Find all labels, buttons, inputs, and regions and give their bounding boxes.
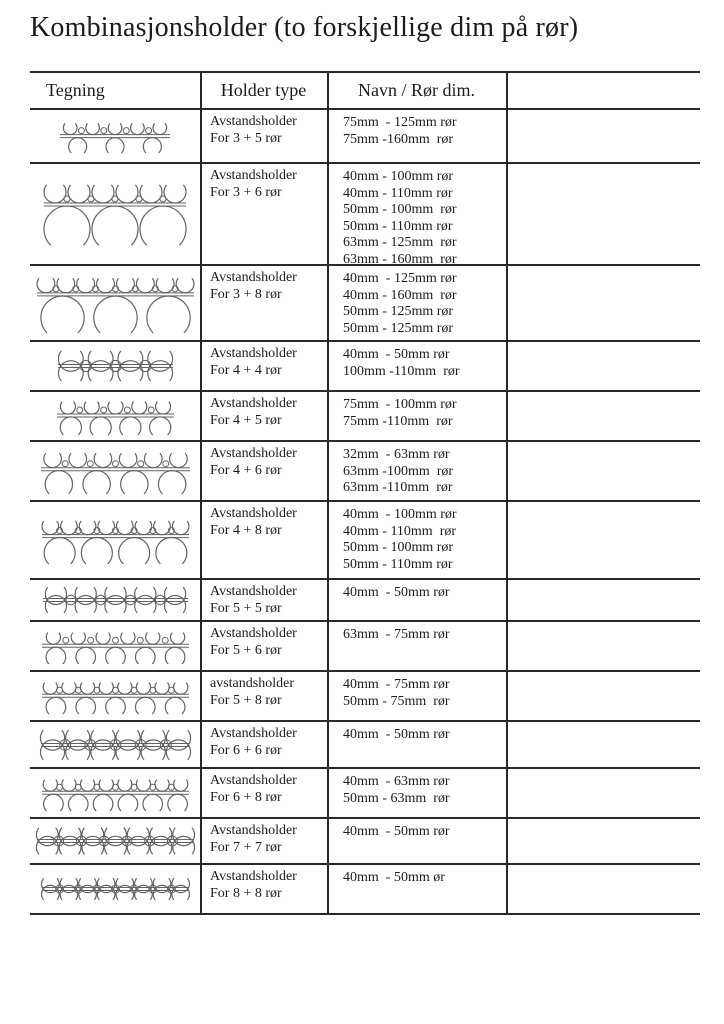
table-row xyxy=(30,819,700,865)
dims-cell xyxy=(327,769,506,817)
dim-line: 40mm - 100mm rør xyxy=(343,507,457,522)
header-cell-empty xyxy=(506,73,700,108)
table-row xyxy=(30,580,700,622)
holder-type-cell xyxy=(200,580,327,620)
holder-drawing-4-plus-5 xyxy=(53,394,178,438)
table-row xyxy=(30,442,700,502)
holder-type-cell xyxy=(200,865,327,913)
dim-line: 50mm - 75mm rør xyxy=(343,693,450,709)
table-row xyxy=(30,266,700,342)
table-row xyxy=(30,722,700,769)
empty-cell xyxy=(506,442,700,500)
holder-drawing-6-plus-8 xyxy=(38,772,193,814)
holder-type-cell xyxy=(200,110,327,162)
drawing-cell xyxy=(30,580,200,620)
holder-type-line: Avstandsholder xyxy=(210,773,297,788)
holder-drawing-3-plus-5 xyxy=(56,116,174,156)
holder-type-line: For 5 + 6 rør xyxy=(210,642,282,658)
dim-line: 40mm - 110mm rør xyxy=(343,523,457,539)
dim-line: 50mm - 63mm rør xyxy=(343,790,450,806)
empty-cell xyxy=(506,865,700,913)
holder-type-line: For 8 + 8 rør xyxy=(210,885,282,901)
drawing-cell xyxy=(30,392,200,440)
dim-line: 40mm - 50mm ør xyxy=(343,870,445,885)
empty-cell xyxy=(506,110,700,162)
dims-cell xyxy=(327,164,506,264)
dim-line: 75mm - 100mm rør xyxy=(343,397,457,412)
holder-type-line: For 6 + 6 rør xyxy=(210,742,282,758)
table-body xyxy=(30,110,700,915)
table-row xyxy=(30,769,700,819)
holder-type-cell xyxy=(200,266,327,340)
table-row xyxy=(30,342,700,392)
drawing-cell xyxy=(30,819,200,863)
drawing-cell xyxy=(30,164,200,264)
holder-type-line: For 5 + 8 rør xyxy=(210,692,282,708)
dims-cell xyxy=(327,722,506,767)
holder-type-line: Avstandsholder xyxy=(210,626,297,641)
dims-cell xyxy=(327,110,506,162)
holders-table xyxy=(30,71,700,915)
dims-cell xyxy=(327,392,506,440)
holder-type-cell xyxy=(200,342,327,390)
drawing-cell xyxy=(30,442,200,500)
dim-line: 100mm -110mm rør xyxy=(343,363,460,379)
dim-line: 40mm - 160mm rør xyxy=(343,287,457,303)
dims-cell xyxy=(327,580,506,620)
dims-cell xyxy=(327,442,506,500)
dim-line: 40mm - 50mm rør xyxy=(343,824,450,839)
dim-line: 50mm - 125mm rør xyxy=(343,304,454,319)
holder-type-line: Avstandsholder xyxy=(210,823,297,838)
holder-drawing-5-plus-5 xyxy=(38,582,193,618)
holder-type-cell xyxy=(200,442,327,500)
dim-line: 40mm - 100mm rør xyxy=(343,169,454,184)
empty-cell xyxy=(506,622,700,670)
page-title: Kombinasjonsholder (to forskjellige dim på rør) xyxy=(30,12,579,43)
holder-type-cell xyxy=(200,819,327,863)
table-row xyxy=(30,110,700,164)
header-label: Tegning xyxy=(46,80,105,100)
holder-drawing-4-plus-6 xyxy=(37,445,194,497)
header-cell-navn-ror-dim xyxy=(327,73,506,108)
holder-type-line: Avstandsholder xyxy=(210,869,297,884)
holder-type-line: For 3 + 6 rør xyxy=(210,184,282,200)
table-row xyxy=(30,164,700,266)
holder-type-line: For 4 + 5 rør xyxy=(210,412,282,428)
empty-cell xyxy=(506,672,700,720)
holder-drawing-4-plus-4 xyxy=(53,345,178,387)
dim-line: 75mm - 125mm rør xyxy=(343,115,457,130)
empty-cell xyxy=(506,266,700,340)
holder-type-line: Avstandsholder xyxy=(210,726,297,741)
dim-line: 50mm - 110mm rør xyxy=(343,556,453,572)
holder-type-line: For 4 + 4 rør xyxy=(210,362,282,378)
drawing-cell xyxy=(30,622,200,670)
holder-type-line: Avstandsholder xyxy=(210,270,297,285)
dims-cell xyxy=(327,672,506,720)
dims-cell xyxy=(327,865,506,913)
dims-cell xyxy=(327,266,506,340)
drawing-cell xyxy=(30,266,200,340)
table-row xyxy=(30,622,700,672)
drawing-cell xyxy=(30,502,200,578)
drawing-cell xyxy=(30,110,200,162)
holder-type-line: For 7 + 7 rør xyxy=(210,839,282,855)
dim-line: 50mm - 100mm rør xyxy=(343,540,454,555)
dim-line: 40mm - 63mm rør xyxy=(343,774,450,789)
holder-type-line: Avstandsholder xyxy=(210,506,297,521)
holder-type-line: For 6 + 8 rør xyxy=(210,789,282,805)
dim-line: 40mm - 50mm rør xyxy=(343,727,450,742)
holder-type-cell xyxy=(200,502,327,578)
dim-line: 40mm - 50mm rør xyxy=(343,347,450,362)
holder-type-line: avstandsholder xyxy=(210,676,294,691)
empty-cell xyxy=(506,164,700,264)
dims-cell xyxy=(327,819,506,863)
holder-type-line: Avstandsholder xyxy=(210,346,297,361)
holder-drawing-6-plus-6 xyxy=(37,724,194,766)
header-cell-holder-type xyxy=(200,73,327,108)
dim-line: 63mm - 75mm rør xyxy=(343,627,450,642)
holder-drawing-3-plus-8 xyxy=(33,270,198,336)
dim-line: 63mm -100mm rør xyxy=(343,463,454,479)
holder-type-cell xyxy=(200,769,327,817)
holder-type-cell xyxy=(200,722,327,767)
holder-type-cell xyxy=(200,392,327,440)
dim-line: 75mm -110mm rør xyxy=(343,413,453,429)
header-label: Navn / Rør dim. xyxy=(358,80,475,100)
dim-line: 75mm -160mm rør xyxy=(343,131,454,147)
dim-line: 50mm - 110mm rør xyxy=(343,218,453,234)
dim-line: 32mm - 63mm rør xyxy=(343,447,450,462)
drawing-cell xyxy=(30,865,200,913)
empty-cell xyxy=(506,580,700,620)
dims-cell xyxy=(327,502,506,578)
holder-drawing-5-plus-6 xyxy=(38,625,193,667)
dim-line: 50mm - 125mm rør xyxy=(343,320,454,336)
dim-line: 50mm - 100mm rør xyxy=(343,202,457,217)
drawing-cell xyxy=(30,342,200,390)
table-row xyxy=(30,672,700,722)
header-cell-tegning xyxy=(30,73,200,108)
dim-line: 63mm - 125mm rør xyxy=(343,235,457,250)
holder-type-line: For 3 + 5 rør xyxy=(210,130,282,146)
empty-cell xyxy=(506,392,700,440)
table-row xyxy=(30,865,700,915)
holder-drawing-7-plus-7 xyxy=(33,821,198,861)
dim-line: 40mm - 125mm rør xyxy=(343,271,457,286)
holder-type-line: For 4 + 6 rør xyxy=(210,462,282,478)
table-header-row xyxy=(30,73,700,110)
table-row xyxy=(30,392,700,442)
empty-cell xyxy=(506,769,700,817)
holder-drawing-4-plus-8 xyxy=(38,513,193,567)
empty-cell xyxy=(506,819,700,863)
table-row xyxy=(30,502,700,580)
dim-line: 40mm - 75mm rør xyxy=(343,677,450,692)
holder-type-cell xyxy=(200,622,327,670)
drawing-cell xyxy=(30,722,200,767)
holder-drawing-5-plus-8 xyxy=(38,675,193,717)
holder-type-line: Avstandsholder xyxy=(210,396,297,411)
dim-line: 63mm - 160mm rør xyxy=(343,251,457,264)
empty-cell xyxy=(506,502,700,578)
dim-line: 40mm - 50mm rør xyxy=(343,585,450,600)
dim-line: 63mm -110mm rør xyxy=(343,480,453,495)
holder-type-line: For 5 + 5 rør xyxy=(210,600,282,616)
dim-line: 40mm - 110mm rør xyxy=(343,185,453,201)
dims-cell xyxy=(327,342,506,390)
holder-type-cell xyxy=(200,672,327,720)
drawing-cell xyxy=(30,769,200,817)
dims-cell xyxy=(327,622,506,670)
drawing-cell xyxy=(30,672,200,720)
holder-type-line: Avstandsholder xyxy=(210,114,297,129)
empty-cell xyxy=(506,342,700,390)
holder-drawing-3-plus-6 xyxy=(40,176,190,252)
holder-type-line: Avstandsholder xyxy=(210,446,297,461)
holder-type-line: For 4 + 8 rør xyxy=(210,522,282,538)
holder-type-line: Avstandsholder xyxy=(210,584,297,599)
holder-type-line: Avstandsholder xyxy=(210,168,297,183)
holder-type-cell xyxy=(200,164,327,264)
empty-cell xyxy=(506,722,700,767)
holder-drawing-8-plus-8 xyxy=(38,867,193,911)
holder-type-line: For 3 + 8 rør xyxy=(210,286,282,302)
header-label: Holder type xyxy=(220,80,307,100)
